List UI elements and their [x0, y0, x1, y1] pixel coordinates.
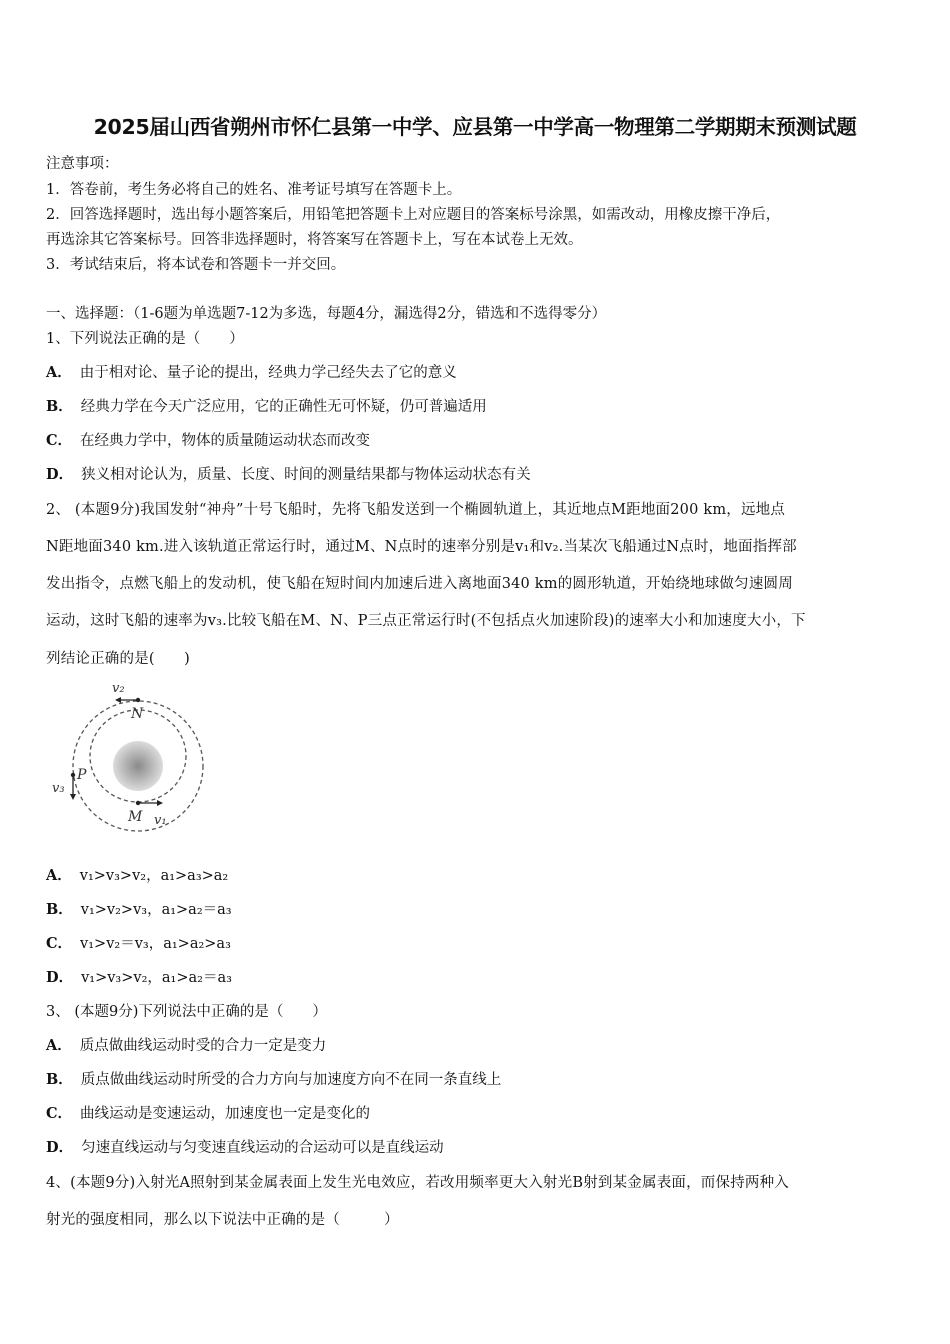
- question-3-option-a: [46, 1034, 326, 1055]
- question-2-stem-line: 发出指令，点燃飞船上的发动机，使飞船在短时间内加速后进入离地面340 km的圆形轨道，开始绕地球做匀速圆周: [46, 576, 793, 592]
- option-text: 质点做曲线运动时受的合力一定是变力: [79, 1038, 327, 1054]
- label-p: P: [77, 767, 87, 783]
- option-text: 匀速直线运动与匀变速直线运动的合运动可以是直线运动: [81, 1140, 444, 1156]
- option-text: v₁>v₂＝v₃，a₁>a₂>a₃: [80, 936, 231, 952]
- question-1-stem: 1、下列说法正确的是（ ）: [46, 331, 244, 347]
- option-letter: D．: [46, 969, 74, 986]
- question-2-option-d: [46, 966, 232, 987]
- option-letter: C．: [46, 1105, 73, 1122]
- option-letter: D．: [46, 466, 74, 483]
- option-letter: D．: [46, 1139, 74, 1156]
- question-3-option-c: [46, 1102, 370, 1123]
- orbit-diagram: [48, 676, 218, 834]
- notice-item: 3．考试结束后，将本试卷和答题卡一并交回。: [46, 257, 346, 273]
- option-text: 质点做曲线运动时所受的合力方向与加速度方向不在同一条直线上: [80, 1072, 502, 1088]
- label-n: N: [131, 706, 144, 722]
- option-text: 由于相对论、量子论的提出，经典力学己经失去了它的意义: [79, 365, 457, 381]
- option-letter: A．: [46, 1037, 72, 1054]
- option-letter: B．: [46, 901, 73, 918]
- option-text: v₁>v₂>v₃，a₁>a₂＝a₃: [80, 902, 232, 918]
- question-1-option-a: [46, 361, 457, 382]
- question-1-option-b: [46, 395, 487, 416]
- v1-arrowhead: [157, 800, 163, 806]
- question-4-stem-line: 射光的强度相同，那么以下说法中正确的是（ ）: [46, 1212, 399, 1228]
- label-v3: v₃: [52, 781, 65, 796]
- question-2-stem-line: N距地面340 km.进入该轨道正常运行时，通过M、N点时的速率分别是v₁和v₂.当某次飞船通过N点时，地面指挥部: [46, 539, 797, 555]
- question-1-option-d: [46, 463, 531, 484]
- option-letter: A．: [46, 867, 72, 884]
- question-2-option-b: [46, 898, 232, 919]
- option-letter: C．: [46, 432, 73, 449]
- v3-arrowhead: [70, 794, 76, 800]
- label-v2: v₂: [112, 681, 125, 696]
- question-4-stem-line: 4、(本题9分)入射光A照射到某金属表面上发生光电效应，若改用频率更大入射光B射到某金属表面，而保持两种入: [46, 1175, 789, 1191]
- notice-item: 1．答卷前，考生务必将自己的姓名、准考证号填写在答题卡上。: [46, 182, 462, 198]
- option-text: v₁>v₃>v₂，a₁>a₃>a₂: [79, 868, 229, 884]
- page-title: 2025届山西省朔州市怀仁县第一中学、应县第一中学高一物理第二学期期末预测试题: [93, 115, 857, 139]
- label-v1: v₁: [154, 813, 167, 828]
- option-text: 曲线运动是变速运动，加速度也一定是变化的: [80, 1106, 371, 1122]
- question-2-stem-line: 运动，这时飞船的速率为v₃.比较飞船在M、N、P三点正常运行时(不包括点火加速阶段)的速率大小和加速度大小，下: [46, 613, 806, 629]
- option-text: 经典力学在今天广泛应用，它的正确性无可怀疑，仍可普遍适用: [80, 399, 487, 415]
- section-heading: 一、选择题：（1-6题为单选题7-12为多选，每题4分，漏选得2分，错选和不选得零分）: [46, 306, 607, 322]
- question-2-stem-line: 列结论正确的是( ): [46, 651, 191, 667]
- question-2-option-c: [46, 932, 231, 953]
- question-3-option-d: [46, 1136, 444, 1157]
- question-2-option-a: [46, 864, 228, 885]
- option-letter: A．: [46, 364, 72, 381]
- option-text: 在经典力学中，物体的质量随运动状态而改变: [80, 433, 371, 449]
- question-2-stem-line: 2、 (本题9分)我国发射“神舟”十号飞船时，先将飞船发送到一个椭圆轨道上，其近地点M距地面200 km，远地点: [46, 502, 786, 518]
- notice-item: 再选涂其它答案标号。回答非选择题时，将答案写在答题卡上，写在本试卷上无效。: [46, 232, 583, 248]
- label-m: M: [128, 809, 143, 825]
- option-letter: B．: [46, 1071, 73, 1088]
- v2-arrowhead: [115, 697, 121, 703]
- option-text: v₁>v₃>v₂，a₁>a₂＝a₃: [81, 970, 232, 986]
- option-letter: B．: [46, 398, 73, 415]
- notice-item: 2．回答选择题时，选出每小题答案后，用铅笔把答题卡上对应题目的答案标号涂黑，如需改动，用橡皮擦干净后，: [46, 207, 781, 223]
- question-1-option-c: [46, 429, 370, 450]
- notice-heading: 注意事项：: [46, 156, 119, 172]
- question-3-stem: 3、 (本题9分)下列说法中正确的是（ ）: [46, 1004, 327, 1020]
- question-3-option-b: [46, 1068, 501, 1089]
- point-n: [136, 698, 140, 702]
- option-letter: C．: [46, 935, 73, 952]
- option-text: 狭义相对论认为，质量、长度、时间的测量结果都与物体运动状态有关: [81, 467, 531, 483]
- earth: [113, 741, 163, 791]
